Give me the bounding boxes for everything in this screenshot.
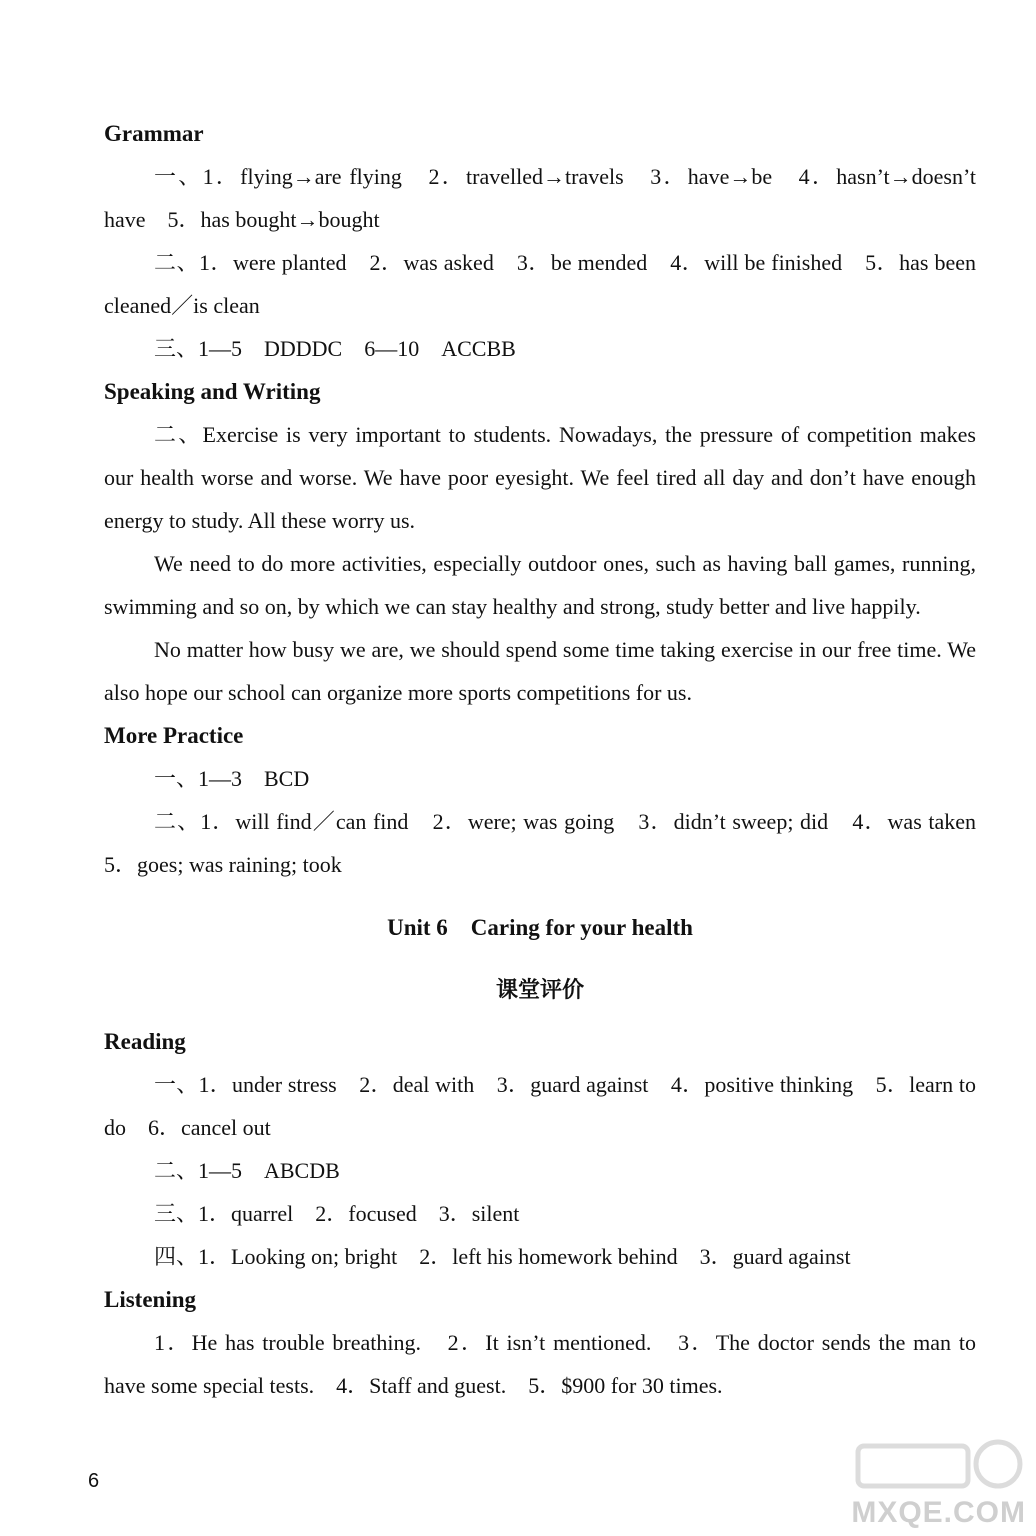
- listening-heading: Listening: [104, 1287, 197, 1312]
- reading-heading: Reading: [104, 1029, 186, 1054]
- reading-q3: 三、1．quarrel 2．focused 3．silent: [154, 1201, 520, 1226]
- grammar-q2: 二、1．were planted 2．was asked 3．be mended 4．will be finished 5．has been cleaned／is clean: [104, 250, 976, 318]
- speaking-heading: Speaking and Writing: [104, 379, 321, 404]
- page-number: 6: [88, 1470, 100, 1492]
- more-practice-q2: 二、1．will find／can find 2．were; was going 3．didn’t sweep; did 4．was taken 5．goes; was raining; took: [104, 809, 999, 877]
- reading-q1: 一、1．under stress 2．deal with 3．guard against 4．positive thinking 5．learn to do 6．cancel out: [104, 1072, 976, 1140]
- answer-page: [104, 112, 999, 1407]
- grammar-heading: Grammar: [104, 121, 204, 146]
- reading-q2: 二、1—5 ABCDB: [154, 1158, 340, 1183]
- grammar-q1: 一、1．flying→are flying 2．travelled→travels 3．have→be 4．hasn’t→doesn’t have 5．has bought→bought: [104, 164, 976, 232]
- speaking-para-3: No matter how busy we are, we should spend some time taking exercise in our free time. We also hope our school can organize more sports competitions for us.: [104, 637, 976, 705]
- more-practice-q1: 一、1—3 BCD: [154, 766, 310, 791]
- listening-answers: 1．He has trouble breathing. 2．It isn’t mentioned. 3．The doctor sends the man to have some special tests. 4．Staff and guest. 5．$900 for 30 times.: [104, 1330, 976, 1398]
- unit-title: Unit 6 Caring for your health: [387, 915, 693, 940]
- speaking-para-2: We need to do more activities, especially outdoor ones, such as having ball games, running, swimming and so on, by which we can stay healthy and strong, study better and live happily.: [104, 551, 976, 619]
- grammar-q3: 三、1—5 DDDDC 6—10 ACCBB: [154, 336, 516, 361]
- section-subtitle: 课堂评价: [495, 977, 584, 1002]
- reading-q4: 四、1．Looking on; bright 2．left his homework behind 3．guard against: [154, 1244, 851, 1269]
- more-practice-heading: More Practice: [104, 723, 244, 748]
- watermark-text: MXQE.COM: [851, 1496, 1026, 1529]
- speaking-para-1: 二、Exercise is very important to students. Nowadays, the pressure of competition makes our health worse and worse. We have poor eyesight. We feel tired all day and don’t have enough energy to study. All these worry us.: [104, 422, 976, 533]
